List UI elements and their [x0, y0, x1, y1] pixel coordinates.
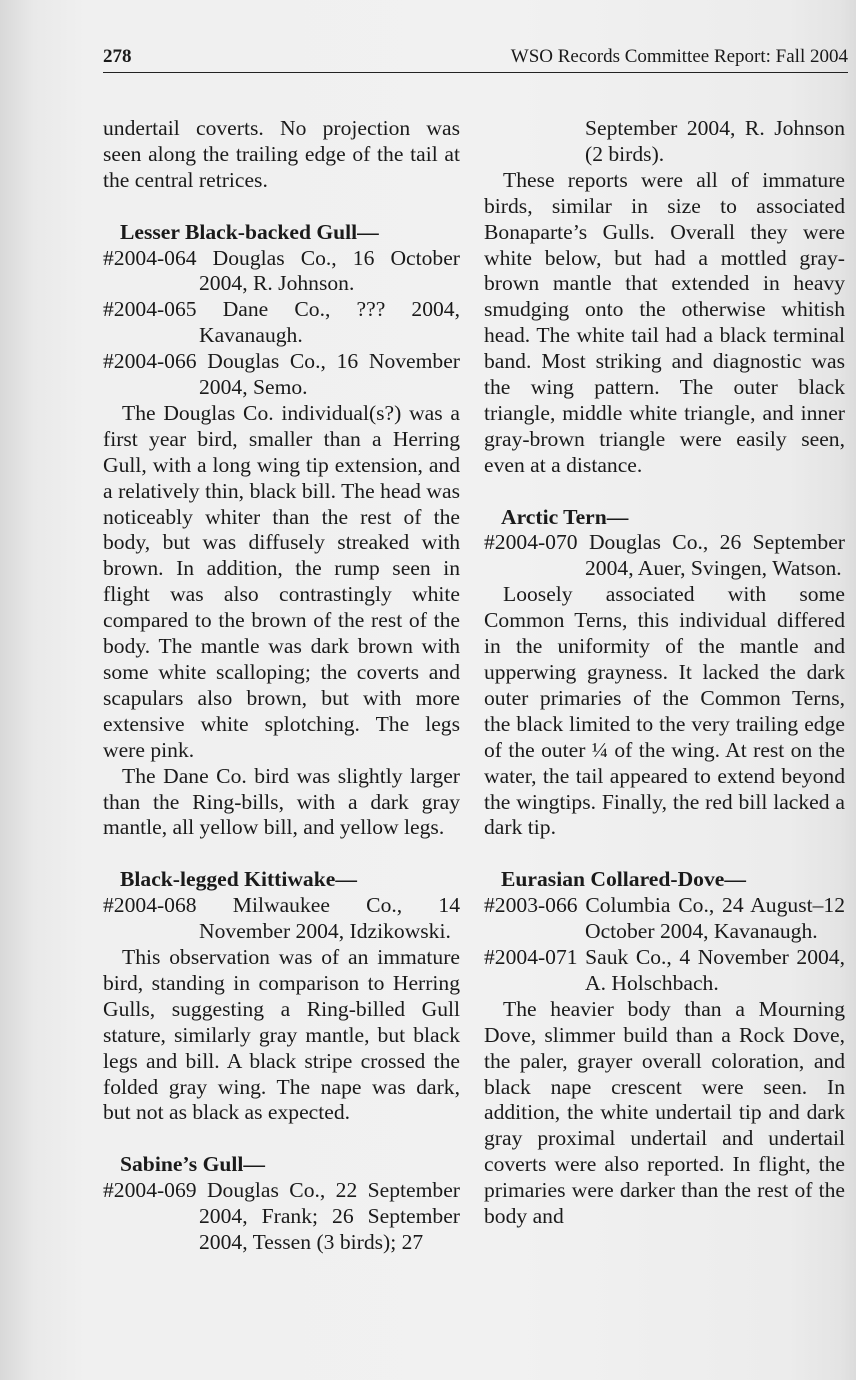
record-entry: #2004-068 Milwaukee Co., 14 November 2004, Idzikowski. — [103, 893, 460, 944]
record-entry: #2003-066 Columbia Co., 24 August–12 October 2004, Kavanaugh. — [484, 893, 845, 944]
species-heading-eurasian-collared-dove: Eurasian Collared-Dove— — [501, 867, 746, 892]
description-paragraph: The Douglas Co. individual(s?) was a first year bird, smaller than a Herring Gull, with a long wing tip extension, and a relatively thin, black bill. The head was noticeably whiter than the rest of the body, but was diffusely streaked with brown. In addition, the rump seen in flight was also contrastingly white compared to the brown of the rest of the body. The mantle was dark brown with some white scalloping; the coverts and scapulars also brown, but with more extensive white splotching. The legs were pink. — [103, 400, 460, 762]
description-paragraph: These reports were all of immature birds, similar in size to associated Bonaparte’s Gulls. Overall they were white below, but had a mottled gray-brown mantle that extended in heavy smudging onto the otherwise whitish head. The white tail had a black terminal band. Most striking and diagnostic was the wing pattern. The outer black triangle, middle white triangle, and inner gray-brown triangle were easily seen, even at a distance. — [484, 167, 845, 477]
description-paragraph: The Dane Co. bird was slightly larger than the Ring-bills, with a dark gray mantle, all yellow bill, and yellow legs. — [103, 763, 460, 840]
page-header — [103, 42, 848, 73]
record-entry: #2004-066 Douglas Co., 16 November 2004, Semo. — [103, 349, 460, 400]
description-paragraph: The heavier body than a Mourning Dove, slimmer build than a Rock Dove, the paler, grayer overall coloration, and black nape crescent were seen. In addition, the white undertail tip and dark gray proximal undertail and undertail coverts were also reported. In flight, the primaries were darker than the rest of the body and — [484, 996, 845, 1229]
record-entry: #2004-065 Dane Co., ??? 2004, Kavanaugh. — [103, 297, 460, 348]
left-column — [103, 116, 460, 1256]
record-continued: September 2004, R. Johnson (2 birds). — [585, 116, 845, 166]
description-paragraph: This observation was of an immature bird, standing in comparison to Herring Gulls, suggesting a Ring-billed Gull stature, similarly gray mantle, but black legs and bill. A black stripe crossed the folded gray wing. The nape was dark, but not as black as expected. — [103, 944, 460, 1125]
species-heading-lesser-black-backed-gull: Lesser Black-backed Gull— — [120, 219, 379, 244]
species-heading-black-legged-kittiwake: Black-legged Kittiwake— — [120, 867, 357, 892]
continued-paragraph: undertail coverts. No projection was seen along the trailing edge of the tail at the central retrices. — [103, 116, 460, 192]
record-entry: #2004-069 Douglas Co., 22 September 2004, Frank; 26 September 2004, Tessen (3 birds); 27 — [103, 1178, 460, 1254]
record-entry: #2004-064 Douglas Co., 16 October 2004, R. Johnson. — [103, 245, 460, 296]
running-head: WSO Records Committee Report: Fall 2004 — [510, 46, 848, 67]
record-entry: #2004-070 Douglas Co., 26 September 2004, Auer, Svingen, Watson. — [484, 530, 845, 581]
species-heading-arctic-tern: Arctic Tern— — [501, 504, 629, 529]
right-column — [484, 116, 845, 1230]
description-paragraph: Loosely associated with some Common Terns, this individual differed in the uniformity of the mantle and upperwing grayness. It lacked the dark outer primaries of the Common Terns, the black limited to the very trailing edge of the outer ¼ of the wing. At rest on the water, the tail appeared to extend beyond the wingtips. Finally, the red bill lacked a dark tip. — [484, 582, 845, 840]
species-heading-sabines-gull: Sabine’s Gull— — [120, 1152, 265, 1177]
record-entry: #2004-071 Sauk Co., 4 November 2004, A. Holschbach. — [484, 944, 845, 995]
page-number: 278 — [103, 46, 132, 67]
